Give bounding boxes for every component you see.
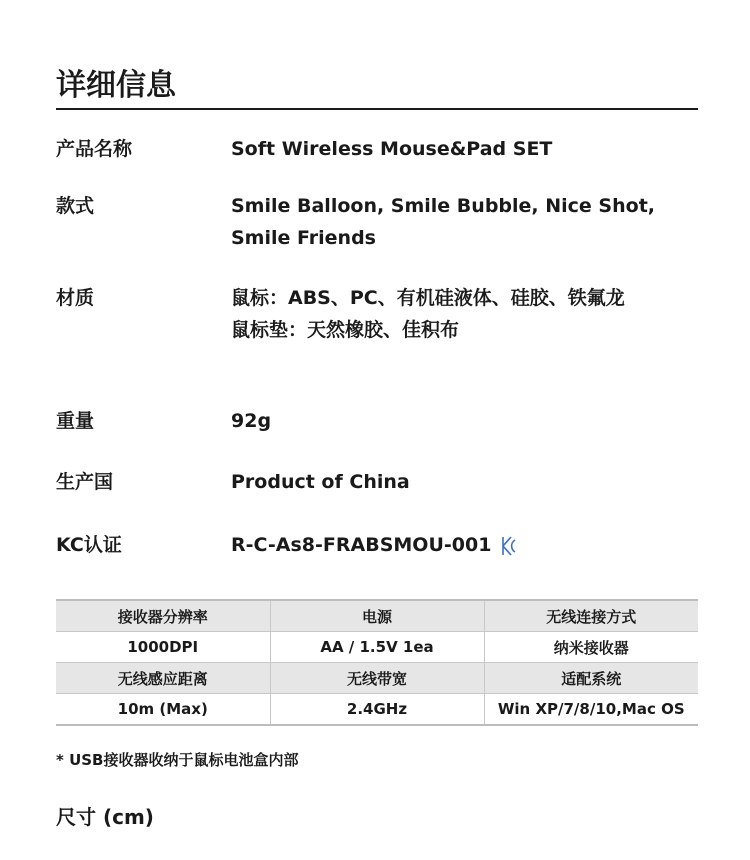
table-row <box>56 632 698 663</box>
table-header-cell: 适配系统 <box>484 663 698 694</box>
spec-value <box>231 529 701 561</box>
table-header-cell: 电源 <box>270 600 484 632</box>
spec-value-line: 鼠标：ABS、PC、有机硅液体、硅胶、铁氟龙 <box>231 287 625 309</box>
table-cell: 10m (Max) <box>56 694 270 726</box>
spec-value <box>231 133 701 165</box>
spec-value-line: 鼠标垫：天然橡胶、佳积布 <box>231 319 460 341</box>
spec-value-line <box>231 529 701 561</box>
spec-label: KC认证 <box>56 534 122 556</box>
spec-label: 重量 <box>56 410 95 432</box>
table-cell: 1000DPI <box>56 632 270 663</box>
table-cell: AA / 1.5V 1ea <box>270 632 484 663</box>
spec-value-line: 92g <box>231 410 272 432</box>
spec-value-line: Smile Friends <box>231 227 376 249</box>
spec-value <box>231 282 701 346</box>
spec-label: 产品名称 <box>56 138 133 160</box>
table-header-cell: 接收器分辨率 <box>56 600 270 632</box>
kc-certification-icon <box>501 534 517 554</box>
spec-table <box>56 599 698 726</box>
table-header-cell: 无线带宽 <box>270 663 484 694</box>
spec-label: 款式 <box>56 195 95 217</box>
spec-value-line: Soft Wireless Mouse&Pad SET <box>231 138 553 160</box>
table-header-row <box>56 600 698 632</box>
table-header-cell: 无线连接方式 <box>484 600 698 632</box>
table-header-row <box>56 663 698 694</box>
section-title: 详细信息 <box>56 68 176 103</box>
table-cell: 2.4GHz <box>270 694 484 726</box>
title-divider <box>56 108 698 110</box>
size-section-title: 尺寸 (cm) <box>56 805 154 829</box>
footnote: * USB接收器收纳于鼠标电池盒内部 <box>56 751 299 769</box>
kc-number: R-C-As8-FRABSMOU-001 <box>231 534 492 556</box>
spec-value-line: Smile Balloon, Smile Bubble, Nice Shot, <box>231 195 655 217</box>
spec-label: 生产国 <box>56 471 114 493</box>
table-row <box>56 694 698 726</box>
spec-value <box>231 466 701 498</box>
spec-value <box>231 405 701 437</box>
spec-value <box>231 190 701 254</box>
table-cell: 纳米接收器 <box>484 632 698 663</box>
table-cell: Win XP/7/8/10,Mac OS <box>484 694 698 726</box>
table-header-cell: 无线感应距离 <box>56 663 270 694</box>
spec-label: 材质 <box>56 287 95 309</box>
spec-value-line: Product of China <box>231 471 410 493</box>
